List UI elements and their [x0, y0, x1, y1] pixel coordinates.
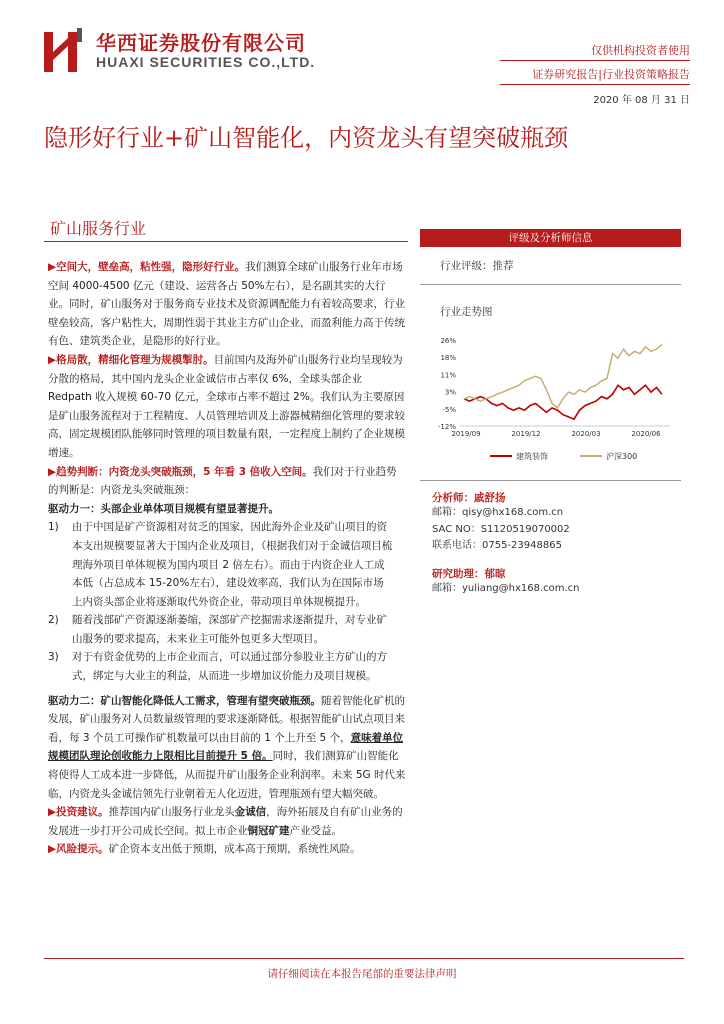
y-tick-label: 3% — [444, 388, 456, 397]
y-tick-label: 26% — [440, 337, 456, 345]
legal-notice: 请仔细阅读在本报告尾部的重要法律声明 — [267, 968, 457, 980]
legend-label: 建筑装饰 — [516, 452, 548, 461]
x-tick-label: 2020/03 — [571, 430, 601, 438]
assistant-email: 邮箱：yuliang@hx168.com.cn — [432, 583, 580, 594]
x-tick-label: 2020/06 — [631, 430, 661, 438]
y-tick-label: 11% — [440, 371, 456, 380]
report-date: 2020 年 08 月 31 日 — [593, 95, 690, 106]
header-divider — [500, 60, 690, 61]
company-name-cn: 华西证券股份有限公司 — [96, 31, 306, 55]
y-tick-label: -12% — [437, 423, 456, 431]
analyst-block — [432, 490, 570, 555]
list-item: 3) 对于有资金优势的上市企业而言，可以通过部分参股业主方矿山的方式，绑定与大业主的利益，从而进一步增加议价能力及项目规模。 — [48, 651, 387, 683]
para-trend: ▶趋势判断：内资龙头突破瓶颈，5 年看 3 倍收入空间。我们对于行业趋势的判断是：内资龙头突破瓶颈： — [48, 465, 397, 497]
driver-one: 驱动力一：头部企业单体项目规模有望显著提升。 — [48, 502, 279, 515]
series-line-construction — [464, 385, 662, 419]
para-structure: ▶格局散，精细化管理为规模掣肘。目前国内及海外矿山服务行业均呈现较为分散的格局，其中国内龙头企业金诚信市占率仅 6%，全球头部企业 Redpath 收入规模 60-70 亿元，全球市占率不超过 2%。我们认为主要原因是矿山服务流程对于工程精度、人员管理培训及上游器械精细化管理的要求较高，固定规模团队能够同时管理的项目数量有限，一定程度上制约了企业规模增速。 — [48, 353, 405, 459]
report-type: 证券研究报告|行业投资策略报告 — [532, 68, 690, 81]
para-risk: ▶风险提示。矿企资本支出低于预期，成本高于预期，系统性风险。 — [48, 843, 361, 856]
assistant-name: 研究助理：郁晾 — [432, 568, 506, 580]
series-line-hs300 — [464, 345, 662, 408]
sidebar-header: 评级及分析师信息 — [420, 229, 681, 247]
analyst-name: 分析师：戚舒扬 — [432, 492, 506, 504]
analyst-email: 邮箱：qisy@hx168.com.cn — [432, 507, 564, 518]
y-tick-label: -5% — [442, 405, 456, 414]
analyst-sac: SAC NO：S1120519070002 — [432, 523, 570, 535]
industry-rating: 行业评级：推荐 — [440, 260, 514, 272]
trend-chart — [420, 326, 681, 472]
analyst-phone: 联系电话：0755-23948865 — [432, 540, 562, 551]
audience-note: 仅供机构投资者使用 — [591, 44, 690, 57]
sidebar-divider-2 — [420, 480, 681, 481]
company-name-en: HUAXI SECURITIES CO.,LTD. — [96, 54, 316, 70]
list-item: 2) 随着浅部矿产资源逐渐萎缩，深部矿产挖掘需求逐渐提升，对专业矿山服务的要求提高，未来业主可能外包更多大型项目。 — [48, 614, 387, 645]
report-title: 隐形好行业+矿山智能化，内资龙头有望突破瓶颈 — [44, 124, 569, 152]
huaxi-logo-icon — [44, 26, 84, 76]
x-tick-label: 2019/12 — [511, 430, 541, 438]
x-tick-label: 2019/09 — [451, 430, 481, 438]
legend-label: 沪深300 — [606, 452, 638, 461]
sidebar-divider — [420, 284, 681, 285]
industry-name: 矿山服务行业 — [50, 219, 147, 238]
trend-chart-title: 行业走势图 — [440, 306, 493, 318]
footer-divider — [44, 958, 684, 959]
y-tick-label: 18% — [440, 354, 456, 363]
para-space: ▶空间大，壁垒高，粘性强，隐形好行业。我们测算全球矿山服务行业年市场空间 4000-4500 亿元（建设、运营各占 50%左右），是名副其实的大行业。同时，矿山服务对于服务商专业技术及资源调配能力有着较高要求，行业壁垒较高，客户粘性大，周期性弱于其业主方矿山企业，而盈利能力高于传统有色、建筑类企业，是隐形的好行业。 — [48, 261, 405, 348]
assistant-block — [432, 566, 580, 598]
list-item: 1) 由于中国是矿产资源相对贫乏的国家，因此海外企业及矿山项目的资本支出规模要显著大于国内企业及项目，（根据我们对于金诚信项目梳理海外项目单体规模为国内项目 2 倍左右）。而由于内资企业人工成本低（占总成本 15-20%左右），建设效率高，我们认为在国际市场上内资头部企业将逐渐取代外资企业，带动项目单体规模提升。 — [48, 521, 393, 608]
header-divider-2 — [500, 84, 690, 85]
report-body — [48, 258, 406, 859]
para-driver-two: 驱动力二：矿山智能化降低人工需求，管理有望突破瓶颈。随着智能化矿机的发展，矿山服务对人员数量级管理的要求逐渐降低。根据智能矿山试点项目来看，每 3 个员工可操作矿机数量可以由目前的 1 个上升至 5 个，意味着单位规模团队理论创收能力上限相比目前提升 5 倍。同时，我们测算矿山智能化将使得人工成本进一步降低，从而提升矿山服务企业利润率。未来 5G 时代来临，内资龙头金诚信领先行业朝着无人化迈进，管理瓶颈有望大幅突破。 — [48, 694, 406, 800]
industry-underline — [44, 241, 408, 242]
para-investment: ▶投资建议。推荐国内矿山服务行业龙头金诚信，海外拓展及自有矿山业务的发展进一步打开公司成长空间。拟上市企业铜冠矿建产业受益。 — [48, 806, 403, 837]
